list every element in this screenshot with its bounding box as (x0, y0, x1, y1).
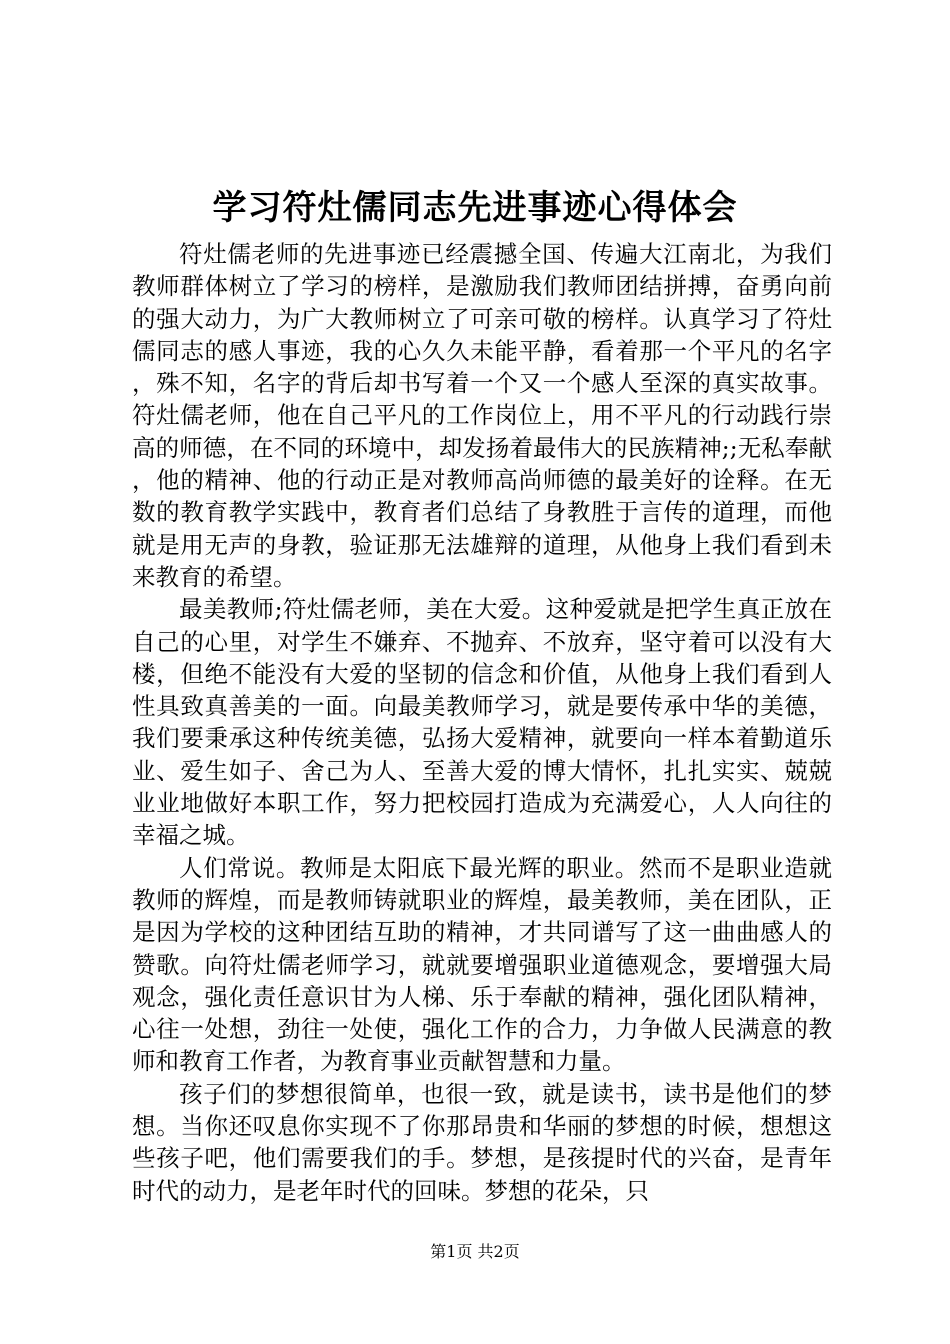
paragraph: 人们常说。教师是太阳底下最光辉的职业。然而不是职业造就教师的辉煌，而是教师铸就职业的辉煌，最美教师，美在团队，正是因为学校的这种团结互助的精神，才共同谱写了这一曲曲感人的赞歌。向符灶儒老师学习，就就要增强职业道德观念，要增强大局观念，强化责任意识甘为人梯、乐于奉献的精神，强化团队精神，心往一处想，劲往一处使，强化工作的合力，力争做人民满意的教师和教育工作者，为教育事业贡献智慧和力量。 (132, 853, 832, 1076)
document-title: 学习符灶儒同志先进事迹心得体会 (212, 188, 738, 228)
document-body (132, 238, 832, 1207)
page-number-footer: 第1页 共2页 (430, 1242, 520, 1261)
paragraph: 孩子们的梦想很简单，也很一致，就是读书，读书是他们的梦想。当你还叹息你实现不了你那昂贵和华丽的梦想的时候，想想这些孩子吧，他们需要我们的手。梦想，是孩提时代的兴奋，是青年时代的动力，是老年时代的回味。梦想的花朵，只 (132, 1079, 832, 1205)
paragraph: 最美教师;符灶儒老师，美在大爱。这种爱就是把学生真正放在自己的心里，对学生不嫌弃、不抛弃、不放弃，坚守着可以没有大楼，但绝不能没有大爱的坚韧的信念和价值，从他身上我们看到人性具致真善美的一面。向最美教师学习，就是要传承中华的美德，我们要秉承这种传统美德，弘扬大爱精神，就要向一样本着勤道乐业、爱生如子、舍己为人、至善大爱的博大情怀，扎扎实实、兢兢业业地做好本职工作，努力把校园打造成为充满爱心，人人向往的幸福之城。 (132, 595, 832, 850)
paragraph: 符灶儒老师的先进事迹已经震撼全国、传遍大江南北，为我们教师群体树立了学习的榜样，是激励我们教师团结拼搏，奋勇向前的强大动力，为广大教师树立了可亲可敬的榜样。认真学习了符灶儒同志的感人事迹，我的心久久未能平静，看着那一个平凡的名字，殊不知，名字的背后却书写着一个又一个感人至深的真实故事。符灶儒老师，他在自己平凡的工作岗位上，用不平凡的行动践行崇高的师德，在不同的环境中，却发扬着最伟大的民族精神;;无私奉献，他的精神、他的行动正是对教师高尚师德的最美好的诠释。在无数的教育教学实践中，教育者们总结了身教胜于言传的道理，而他就是用无声的身教，验证那无法雄辩的道理，从他身上我们看到未来教育的希望。 (132, 240, 832, 591)
